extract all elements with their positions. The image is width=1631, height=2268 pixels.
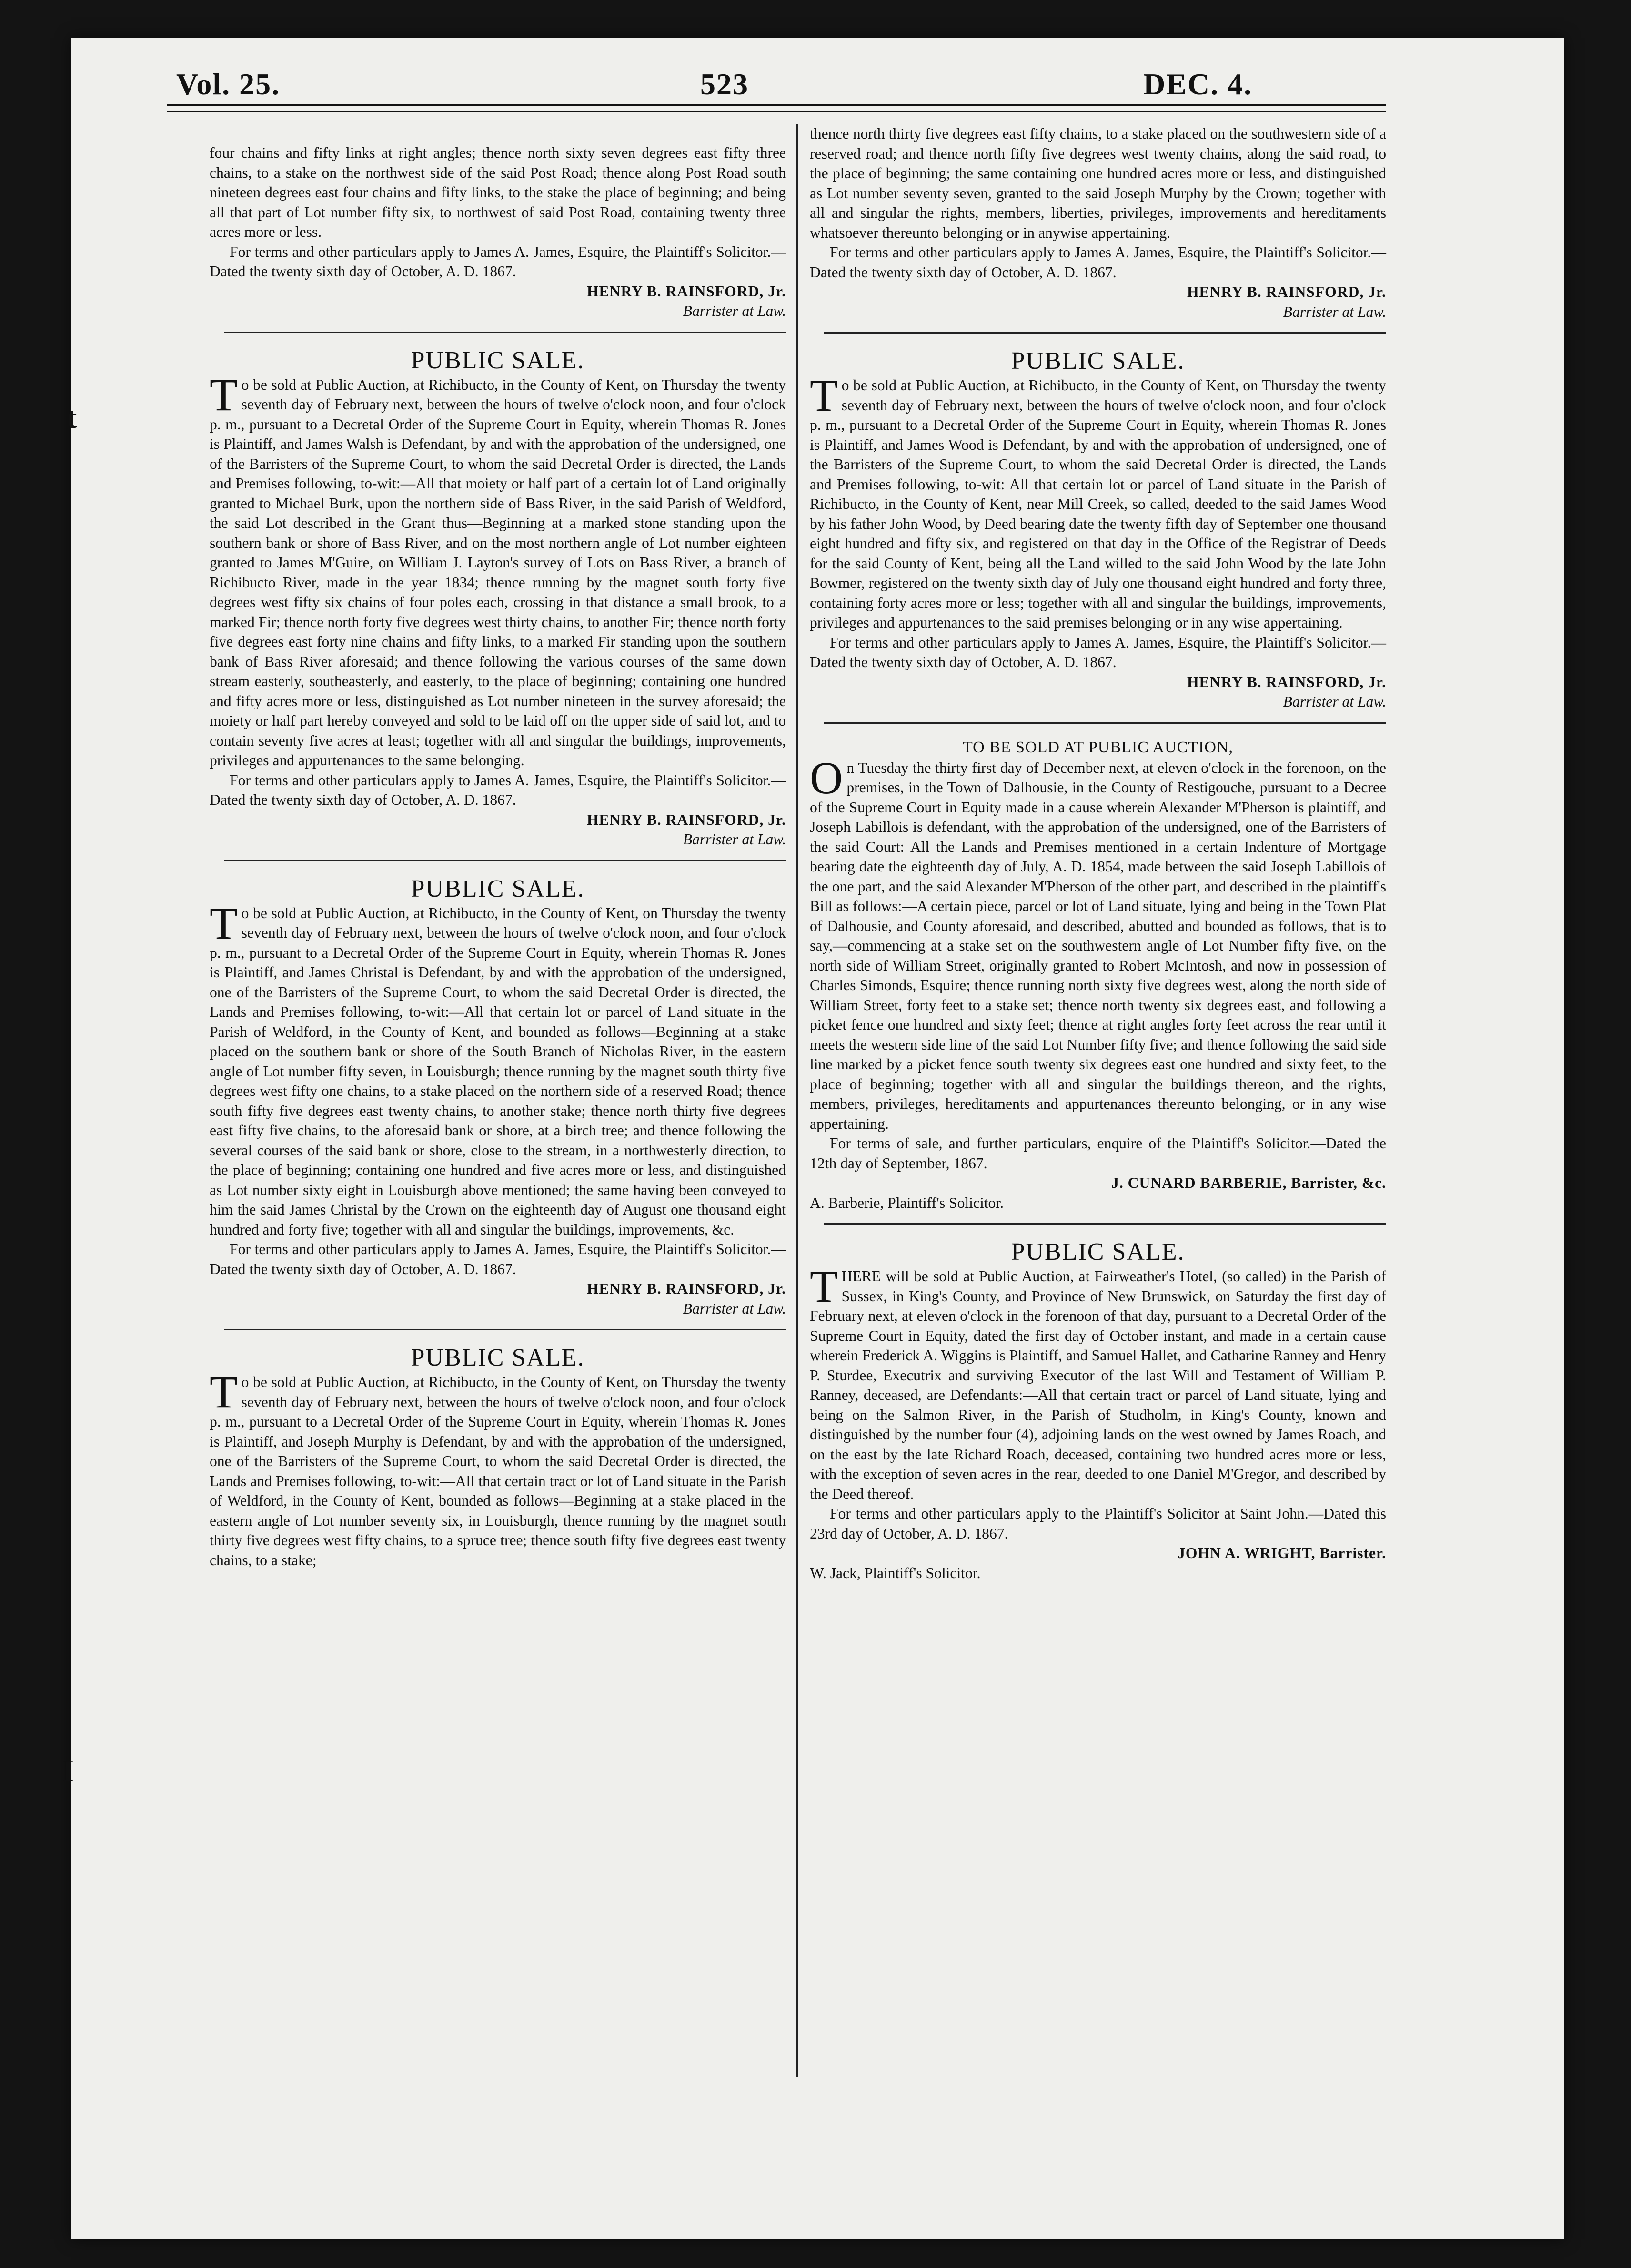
continued-text: four chains and fifty links at right angles; thence north sixty seven degrees east fifty three chains, to a stake on the northwest side of the said Post Road; thence along Post Road south nineteen degrees east four chains and fifty links, to the stake the place of beginning; and being all that part of Lot number fifty six, to northwest of said Post Road, containing twenty three acres more or less. <box>210 144 786 240</box>
drop-cap: T <box>210 1367 238 1418</box>
signature: HENRY B. RAINSFORD, Jr. <box>1187 673 1386 690</box>
notice-heading: PUBLIC SALE. <box>411 1344 585 1371</box>
notice <box>210 346 786 850</box>
issue-date: DEC. 4. <box>1143 67 1253 101</box>
notice <box>810 1238 1386 1583</box>
solicitor-line: A. Barberie, Plaintiff's Solicitor. <box>810 1194 1004 1211</box>
continued-terms: For terms and other particulars apply to James A. James, Esquire, the Plaintiff's Solicitor.—Dated the twenty sixth day of October, A. D. 1867. <box>210 243 786 280</box>
notice-heading: PUBLIC SALE. <box>1011 1238 1185 1266</box>
notice-terms: For terms and other particulars apply to James A. James, Esquire, the Plaintiff's Solicitor.—Dated the twenty sixth day of October, A. D. 1867. <box>810 634 1386 670</box>
drop-cap: T <box>210 897 238 949</box>
notice-divider <box>224 860 786 868</box>
notice-divider <box>224 1329 786 1337</box>
volume-number: Vol. 25. <box>176 67 281 101</box>
drop-cap: O <box>810 752 843 803</box>
notice <box>210 1344 786 1570</box>
signature-title: Barrister at Law. <box>683 831 786 848</box>
notice-heading: PUBLIC SALE. <box>1011 347 1185 375</box>
signature: HENRY B. RAINSFORD, Jr. <box>1187 284 1386 300</box>
notice-body: o be sold at Public Auction, at Richibucto, in the County of Kent, on Thursday the twenty seventh day of February next, between the hours of twelve o'clock noon, and four o'clock p. m., pursuant to a Decretal Order of the Supreme Court in Equity, wherein Thomas R. Jones is Plaintiff, and James Walsh is Defendant, by and with the approbation of the undersigned, one of the Barristers of the Supreme Court, to whom the said Decretal Order is directed, the Lands and Premises following, to-wit:—All that moiety or half part of a certain lot of Land originally granted to Michael Burk, upon the northern side of Bass River, in the said Parish of Weldford, the said Lot described in the Grant thus—Beginning at a marked stone standing upon the southern bank or shore of Bass River, and on the most northern angle of Lot number eighteen granted to James M'Guire, on William J. Layton's survey of Lots on Bass River, a branch of Richibucto River, made in the year 1834; thence running by the magnet south forty five degrees west fifty six chains of four poles each, crossing in that distance a small brook, to a marked Fir; thence north forty five degrees west thirty chains, to another Fir; thence north forty five degrees east forty nine chains and fifty links, to a marked Fir standing upon the southern bank of Bass River aforesaid; and thence following the various courses of the same down stream easterly, southeasterly, and easterly, to the place of beginning; containing one hundred and fifty acres more or less, distinguished as Lot number nineteen in the survey aforesaid; the moiety or half part hereby conveyed and sold to be laid off on the upper side of said lot, and to contain seventy five acres at least; together with all and singular the buildings, improvements, privileges and appurtenances to the same belonging. <box>210 376 786 769</box>
drop-cap: T <box>210 369 238 420</box>
page-number: 523 <box>700 67 749 101</box>
margin-mark-left: t <box>67 401 77 435</box>
notice-divider <box>824 332 1386 340</box>
notice-heading: PUBLIC SALE. <box>411 346 585 374</box>
signature: J. CUNARD BARBERIE, Barrister, &c. <box>1111 1174 1386 1191</box>
signature-title: Barrister at Law. <box>683 303 786 319</box>
notice <box>210 875 786 1319</box>
notice <box>810 347 1386 712</box>
notice-body: n Tuesday the thirty first day of December next, at eleven o'clock in the forenoon, on the premises, in the Town of Dalhousie, in the County of Restigouche, pursuant to a Decree of the Supreme Court in Equity made in a cause wherein Alexander M'Pherson is plaintiff, and Joseph Labillois is defendant, with the approbation of the undersigned, one of the Barristers of the said Court: All the Lands and Premises mentioned in a certain Indenture of Mortgage bearing date the eighteenth day of July, A. D. 1854, made between the said Joseph Labillois of the one part, and the said Alexander M'Pherson of the other part, and described in the plaintiff's Bill as follows:—A certain piece, parcel or lot of Land situate, lying and being in the Town Plat of Dalhousie, and County aforesaid, and described, abutted and bounded as follows, that is to say,—commencing at a stake set on the southwestern angle of Lot Number fifty five, on the north side of William Street, originally granted to Robert McIntosh, and now in possession of Charles Simonds, Esquire; thence running north sixty five degrees west, along the north side of William Street, forty feet to a stake set; thence north twenty six degrees east, and following a picket fence one hundred and sixty feet; thence at right angles forty feet across the rear until it meets the western side line of the said Lot Number fifty five; and thence following the said side line marked by a picket fence south twenty six degrees east one hundred and sixty feet, to the place of beginning; together with all and singular the buildings thereon, and the rights, members, privileges, hereditaments and appurtenances thereunto belonging, or in any wise appertaining. <box>810 759 1386 1132</box>
notice-terms: For terms of sale, and further particulars, enquire of the Plaintiff's Solicitor.—Dated the 12th day of September, 1867. <box>810 1135 1386 1172</box>
margin-mark-left-lower: I <box>62 1754 74 1788</box>
signature-title: Barrister at Law. <box>1283 303 1386 320</box>
solicitor-line: W. Jack, Plaintiff's Solicitor. <box>810 1564 981 1581</box>
notice-heading: PUBLIC SALE. <box>411 875 585 902</box>
continued-text: thence north thirty five degrees east fifty chains, to a stake placed on the southwestern side of a reserved road; and thence north fifty five degrees west twenty chains, along the said road, to the place of beginning; the same containing one hundred acres more or less, and distinguished as Lot number seventy seven, granted to the said Joseph Murphy by the Crown; together with all and singular the rights, members, liberties, privileges, improvements and hereditaments whatsoever thereunto belonging or in anywise appertaining. <box>810 125 1386 241</box>
header-rule <box>167 104 1386 112</box>
right-column <box>810 124 1386 1583</box>
left-column <box>210 143 786 1570</box>
signature: HENRY B. RAINSFORD, Jr. <box>586 1280 786 1297</box>
signature-title: Barrister at Law. <box>1283 693 1386 710</box>
notice-terms: For terms and other particulars apply to James A. James, Esquire, the Plaintiff's Solicitor.—Dated the twenty sixth day of October, A. D. 1867. <box>210 771 786 808</box>
notice-divider <box>824 1223 1386 1231</box>
signature: JOHN A. WRIGHT, Barrister. <box>1178 1545 1386 1561</box>
notice-body: HERE will be sold at Public Auction, at Fairweather's Hotel, (so called) in the Parish of Sussex, in King's County, and Province of New Brunswick, on Saturday the first day of February next, at eleven o'clock in the forenoon of that day, pursuant to a Decretal Order of the Supreme Court in Equity, dated the first day of October instant, and made in a certain cause wherein Frederick A. Wiggins is Plaintiff, and Samuel Hallet, and Catharine Ranney and Henry P. Sturdee, Executrix and surviving Executor of the last Will and Testament of William P. Ranney, deceased, are Defendants:—All that certain tract or parcel of Land situate, lying and being on the Salmon River, in the Parish of Studholm, in King's County, known and distinguished by the number four (4), adjoining lands on the west owned by James Roach, and on the east by the late Richard Roach, deceased, containing two hundred acres more or less, with the exception of seven acres in the rear, deeded to one Daniel M'Gregor, and described by the Deed thereof. <box>810 1268 1386 1502</box>
drop-cap: T <box>810 370 838 421</box>
continued-terms: For terms and other particulars apply to James A. James, Esquire, the Plaintiff's Solicitor.—Dated the twenty sixth day of October, A. D. 1867. <box>810 244 1386 281</box>
notice-body: o be sold at Public Auction, at Richibucto, in the County of Kent, on Thursday the twenty seventh day of February next, between the hours of twelve o'clock noon, and four o'clock p. m., pursuant to a Decretal Order of the Supreme Court in Equity, wherein Thomas R. Jones is Plaintiff, and James Christal is Defendant, by and with the approbation of the undersigned, one of the Barristers of the Supreme Court, to whom the said Decretal Order is directed, the Lands and Premises following, to-wit:—All that certain lot or parcel of Land situate in the Parish of Weldford, in the County of Kent, and bounded as follows—Beginning at a stake placed on the southern bank or shore of the South Branch of Nicholas River, in the eastern angle of Lot number fifty seven, in Louisburgh; thence running by the magnet south thirty five degrees west fifty one chains, to a stake placed on the northern side of a reserved Road; thence south fifty five degrees east twenty chains, to another stake; thence north thirty five degrees east fifty five chains, to the aforesaid bank or shore, at a birch tree; and thence following the several courses of the said bank or shore, close to the stream, in a northwesterly direction, to the place of beginning; containing one hundred and five acres more or less, and distinguished as Lot number sixty eight in Louisburgh above mentioned; the same having been conveyed to him the said James Christal by the Crown on the eighteenth day of August one thousand eight hundred and forty five; together with all and singular the buildings, improvements, &c. <box>210 904 786 1238</box>
notice-divider <box>224 332 786 340</box>
drop-cap: T <box>810 1261 838 1312</box>
notice <box>810 737 1386 1213</box>
column-divider <box>796 124 798 2077</box>
notice-terms: For terms and other particulars apply to the Plaintiff's Solicitor at Saint John.—Dated this 23rd day of October, A. D. 1867. <box>810 1505 1386 1542</box>
signature: HENRY B. RAINSFORD, Jr. <box>586 811 786 828</box>
notice-heading: TO BE SOLD AT PUBLIC AUCTION, <box>962 738 1234 756</box>
notice-terms: For terms and other particulars apply to James A. James, Esquire, the Plaintiff's Solicitor.—Dated the twenty sixth day of October, A. D. 1867. <box>210 1241 786 1277</box>
signature: HENRY B. RAINSFORD, Jr. <box>586 283 786 300</box>
notice-body: o be sold at Public Auction, at Richibucto, in the County of Kent, on Thursday the twenty seventh day of February next, between the hours of twelve o'clock noon, and four o'clock p. m., pursuant to a Decretal Order of the Supreme Court in Equity, wherein Thomas R. Jones is Plaintiff, and Joseph Murphy is Defendant, by and with the approbation of the undersigned, one of the Barristers of the Supreme Court, to whom the said Decretal Order is directed, the Lands and Premises following, to-wit:—All that certain tract or lot of Land situate in the Parish of Weldford, in the County of Kent, bounded as follows—Beginning at a stake placed in the eastern angle of Lot number seventy six, in Louisburgh, thence running by the magnet south thirty five degrees west fifty chains, to a spruce tree; thence south fifty five degrees east twenty chains, to a stake; <box>210 1374 786 1569</box>
notice-divider <box>824 722 1386 730</box>
signature-title: Barrister at Law. <box>683 1300 786 1317</box>
notice-body: o be sold at Public Auction, at Richibucto, in the County of Kent, on Thursday the twenty seventh day of February next, between the hours of twelve o'clock noon, and four o'clock p. m., pursuant to a Decretal Order of the Supreme Court in Equity, wherein Thomas R. Jones is Plaintiff, and James Wood is Defendant, by and with the approbation of undersigned, one of the Barristers of the Supreme Court, to whom the said Decretal Order is directed, the Lands and Premises following, to-wit: All that certain lot or parcel of Land situate in the Parish of Richibucto, in the County of Kent, near Mill Creek, so called, deeded to the said James Wood by his father John Wood, by Deed bearing date the twenty fifth day of September one thousand eight hundred and fifty six, and registered on that day in the Office of the Registrar of Deeds for the said County of Kent, being all the Land willed to the said John Wood by the late John Bowmer, registered on the twenty sixth day of July one thousand eight hundred and forty three, containing forty acres more or less; together with all and singular the buildings, improvements, privileges and appurtenances to the said premises belonging or in any wise appertaining. <box>810 377 1386 631</box>
